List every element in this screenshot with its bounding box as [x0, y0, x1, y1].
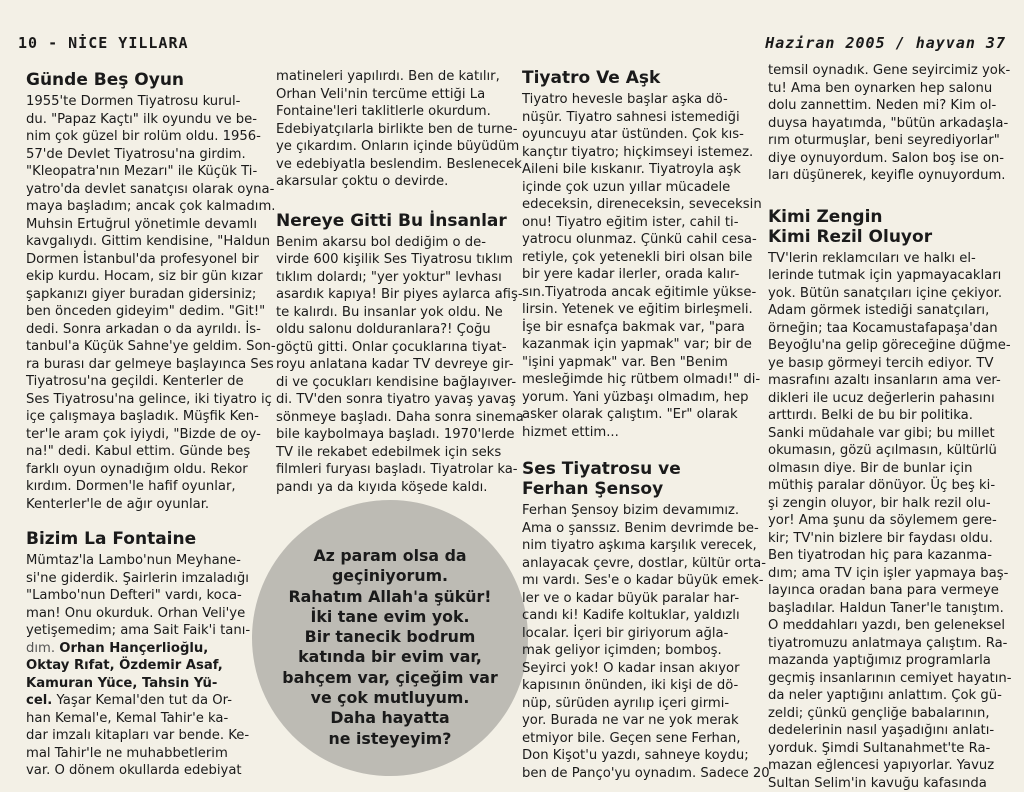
text-line: sın.Tiyatroda ancak eğitimle yükse-	[522, 284, 762, 302]
text-line: maya başladım; ancak çok kalmadım.	[26, 198, 260, 216]
text-line: te kalırdı. Bu insanlar yok oldu. Ne	[276, 304, 508, 322]
text-line: dedelerinin nasıl yaşadığını anlatı-	[768, 722, 1004, 740]
text-line: Aileni bile kıskanır. Tiyatroyla aşk	[522, 161, 762, 179]
pull-quote	[262, 546, 518, 749]
text-line: Seyirci yok! O kadar insan akıyor	[522, 660, 762, 678]
text-line: okumasın, gözü açılmasın, kültürlü	[768, 442, 1004, 460]
text-line: yatro'da devlet sanatçısı olarak oyna-	[26, 181, 260, 199]
text-line: kançtır tiyatro; hiçkimseyi istemez.	[522, 144, 762, 162]
text-line: matineleri yapılırdı. Ben de katılır,	[276, 68, 508, 86]
text-line: na!" dedi. Kabul ettim. Günde beş	[26, 443, 260, 461]
text-line: kapısının önünden, iki kişi de dö-	[522, 677, 762, 695]
text-line: lirsin. Yetenek ve eğitim birleşmeli.	[522, 301, 762, 319]
text-line: yorum. Yani yüzbaşı olmadım, hep	[522, 389, 762, 407]
text-line: ve çok mutluyum.	[262, 688, 518, 708]
text-line: han Kemal'e, Kemal Tahir'e ka-	[26, 710, 260, 728]
text-line: kırdım. Dormen'le hafif oyunlar,	[26, 478, 260, 496]
text-line: Kenterler'le de ağır oyunlar.	[26, 496, 260, 514]
text-line: Benim akarsu bol dediğim o de-	[276, 234, 508, 252]
text-line: si'ne giderdik. Şairlerin imzaladığı	[26, 570, 260, 588]
text-line: asardık kapıya! Bir piyes aylarca afiş-	[276, 286, 508, 304]
text-line: asker olarak çalıştım. "Er" olarak	[522, 406, 762, 424]
text-line: kavgalıydı. Gittim kendisine, "Haldun	[26, 233, 260, 251]
text-line: dım; ama TV için işler yapmaya baş-	[768, 565, 1004, 583]
text-line: da neler yaptığını anlattım. Çok gü-	[768, 687, 1004, 705]
text-line: mı vardı. Ses'e o kadar büyük emek-	[522, 572, 762, 590]
text-line: tanbul'a Küçük Sahne'ye geldim. Son-	[26, 338, 260, 356]
text-line: yor. Burada ne var ne yok merak	[522, 712, 762, 730]
section-heading: Bizim La Fontaine	[26, 529, 260, 549]
text-line: 57'de Devlet Tiyatrosu'na girdim.	[26, 146, 260, 164]
text-line: ra burası dar gelmeye başlayınca Ses	[26, 356, 260, 374]
text-line: filmleri furyası başladı. Tiyatrolar ka-	[276, 461, 508, 479]
text-line: ekip kurdu. Hocam, siz bir gün kızar	[26, 268, 260, 286]
paragraph	[26, 710, 260, 780]
text-line: lerinde tutmak için yapmayacakları	[768, 267, 1004, 285]
text-line: localar. İçeri bir giriyorum ağla-	[522, 625, 762, 643]
paragraph	[26, 93, 260, 513]
text-line: Adam görmek istediği sanatçıları,	[768, 302, 1004, 320]
text-line: müthiş paralar dönüyor. Üç beş ki-	[768, 477, 1004, 495]
text-line: oyuncuyu atar üstünden. Çok kıs-	[522, 126, 762, 144]
text-line: farklı oyun oynadığım oldu. Rekor	[26, 461, 260, 479]
text-line: diye oynuyordum. Salon boş ise on-	[768, 150, 1004, 168]
text-line: akarsular çoktu o devirde.	[276, 173, 508, 191]
text-line: yor! Ama şunu da söylemem gere-	[768, 512, 1004, 530]
text-line: edeceksin, direneceksin, seveceksin	[522, 196, 762, 214]
text-line: dım. Orhan Hançerlioğlu,	[26, 640, 260, 658]
section-heading: Kimi Zengin	[768, 207, 1004, 227]
text-line: Mümtaz'la Lambo'nun Meyhane-	[26, 552, 260, 570]
text-line: virde 600 kişilik Ses Tiyatrosu tıklım	[276, 251, 508, 269]
text-line: mak geliyor içimden; bomboş.	[522, 642, 762, 660]
text-line: TV'lerin reklamcıları ve halkı el-	[768, 250, 1004, 268]
paragraph	[522, 91, 762, 441]
text-line: 1955'te Dormen Tiyatrosu kurul-	[26, 93, 260, 111]
issue-date-header: Haziran 2005 / hayvan 37	[765, 34, 1006, 52]
text-line: onu! Tiyatro eğitim ister, cahil ti-	[522, 214, 762, 232]
text-line: geçmiş insanlarının cemiyet hayatın-	[768, 670, 1004, 688]
section-heading: Ses Tiyatrosu ve	[522, 459, 762, 479]
text-line: olmasın diye. Bir de bunlar için	[768, 460, 1004, 478]
text-line: geçiniyorum.	[262, 566, 518, 586]
text-line: yatrocu olunmaz. Çünkü cahil cesa-	[522, 231, 762, 249]
text-line: Sultan Selim'in kavuğu kafasında	[768, 775, 1004, 792]
text-line: ler ve o kadar büyük paralar har-	[522, 590, 762, 608]
text-line: "işini yapmak" var. Ben "Benim	[522, 354, 762, 372]
paragraph	[768, 62, 1004, 185]
text-line: İki tane evim yok.	[262, 607, 518, 627]
text-line: hizmet ettim...	[522, 424, 762, 442]
text-line: şapkanızı giyer buradan gidersiniz;	[26, 286, 260, 304]
text-line: Muhsin Ertuğrul yönetimle devamlı	[26, 216, 260, 234]
text-line: kazanmak için yapmak" var; bir de	[522, 336, 762, 354]
text-line: ye basıp görmeyi tercih ediyor. TV	[768, 355, 1004, 373]
text-line: ben de Panço'yu oynadım. Sadece 20	[522, 765, 762, 783]
text-line: Ama o şanssız. Benim devrimde be-	[522, 520, 762, 538]
text-line: mal Tahir'le ne muhabbetlerim	[26, 745, 260, 763]
text-line: Edebiyatçılarla birlikte ben de turne-	[276, 121, 508, 139]
text-line: yorduk. Şimdi Sultanahmet'te Ra-	[768, 740, 1004, 758]
text-line: O meddahları yazdı, ben geleneksel	[768, 617, 1004, 635]
section-heading: Günde Beş Oyun	[26, 70, 260, 90]
text-line: man! Onu okurduk. Orhan Veli'ye	[26, 605, 260, 623]
paragraph	[26, 552, 260, 640]
text-line: du. "Papaz Kaçtı" ilk oyundu ve be-	[26, 111, 260, 129]
text-line: var. O dönem okullarda edebiyat	[26, 762, 260, 780]
text-line: cel. Yaşar Kemal'den tut da Or-	[26, 692, 260, 710]
text-line: anlayacak çevre, dostlar, kültür orta-	[522, 555, 762, 573]
text-line: Az param olsa da	[262, 546, 518, 566]
text-line: Kamuran Yüce, Tahsin Yü-	[26, 675, 260, 693]
text-line: nüp, sürüden ayrılıp içeri girmi-	[522, 695, 762, 713]
text-line: Tiyatrosu'na geçildi. Kenterler de	[26, 373, 260, 391]
paragraph	[276, 234, 508, 497]
text-line: ter'le aram çok iyiydi, "Bizde de oy-	[26, 426, 260, 444]
text-line: ve edebiyatla beslendim. Beslenecek	[276, 156, 508, 174]
text-line: yok. Bütün sanatçıları içine çekiyor.	[768, 285, 1004, 303]
text-line: Daha hayatta	[262, 708, 518, 728]
text-line: TV ile rekabet edebilmek için seks	[276, 444, 508, 462]
text-line: pandı ya da kıyıda köşede kaldı.	[276, 479, 508, 497]
section-heading: Kimi Rezil Oluyor	[768, 227, 1004, 247]
text-line: tiyatromuzu anlatmaya çalıştım. Ra-	[768, 635, 1004, 653]
text-line: zeldi; çünkü gençliğe babalarının,	[768, 705, 1004, 723]
text-line: mazan eğlencesi yapıyorlar. Yavuz	[768, 757, 1004, 775]
text-line: dolu zannettim. Neden mi? Kim ol-	[768, 97, 1004, 115]
text-line: temsil oynadık. Gene seyircimiz yok-	[768, 62, 1004, 80]
text-line: oldu salonu dolduranlara?! Çoğu	[276, 321, 508, 339]
paragraph	[522, 502, 762, 782]
text-line: Fontaine'leri taklitlerle okurdum.	[276, 103, 508, 121]
text-line: tu! Ama ben oynarken hep salonu	[768, 80, 1004, 98]
text-line: Ses Tiyatrosu'na gelince, iki tiyatro iç	[26, 391, 260, 409]
text-line: duysa hayatımda, "bütün arkadaşla-	[768, 115, 1004, 133]
column-3	[522, 68, 762, 782]
page-number-header: 10 - NİCE YILLARA	[18, 34, 189, 52]
text-line: layınca oradan bana para vermeye	[768, 582, 1004, 600]
text-line: ben önceden gideyim" dedim. "Git!"	[26, 303, 260, 321]
text-line: bahçem var, çiçeğim var	[262, 668, 518, 688]
text-line: arttırdı. Belki de bu bir politika.	[768, 407, 1004, 425]
text-line: bir yere kadar ilerler, orada kalır-	[522, 266, 762, 284]
text-line: İşe bir esnafça bakmak var, "para	[522, 319, 762, 337]
text-line: göçtü gitti. Onlar çocuklarına tiyat-	[276, 339, 508, 357]
text-line: dikleri ile ucuz değerlerin pahasını	[768, 390, 1004, 408]
text-line: mazanda yaptığımız programlarla	[768, 652, 1004, 670]
column-2	[276, 68, 508, 496]
paragraph	[768, 250, 1004, 792]
text-line: Rahatım Allah'a şükür!	[262, 587, 518, 607]
text-line: rım oturmuşlar, beni seyrediyorlar"	[768, 132, 1004, 150]
text-line: nim tiyatro aşkıma karşılık verecek,	[522, 537, 762, 555]
text-line: ye çıkardım. Onların içinde büyüdüm	[276, 138, 508, 156]
text-line: şi zengin oluyor, bir halk rezil olu-	[768, 495, 1004, 513]
text-line: Don Kişot'u yazdı, sahneye koydu;	[522, 747, 762, 765]
text-line: nüşür. Tiyatro sahnesi istemediği	[522, 109, 762, 127]
section-heading: Nereye Gitti Bu İnsanlar	[276, 211, 508, 231]
text-line: nim çok güzel bir rolüm oldu. 1956-	[26, 128, 260, 146]
section-heading: Tiyatro Ve Aşk	[522, 68, 762, 88]
text-line: Oktay Rıfat, Özdemir Asaf,	[26, 657, 260, 675]
text-line: ları düşünerek, keyifle oynuyordum.	[768, 167, 1004, 185]
text-line: dedi. Sonra arkadan o da ayrıldı. İs-	[26, 321, 260, 339]
text-line: di. TV'den sonra tiyatro yavaş yavaş	[276, 391, 508, 409]
text-line: katında bir evim var,	[262, 647, 518, 667]
text-line: bile kaybolmaya başladı. 1970'lerde	[276, 426, 508, 444]
text-line: Ben tiyatrodan hiç para kazanma-	[768, 547, 1004, 565]
text-line: içinde çok uzun yıllar mücadele	[522, 179, 762, 197]
text-line: başladılar. Haldun Taner'le tanıştım.	[768, 600, 1004, 618]
text-line: di ve çocukları kendisine bağlayıver-	[276, 374, 508, 392]
section-heading: Ferhan Şensoy	[522, 479, 762, 499]
text-line: "Lambo'nun Defteri" vardı, koca-	[26, 587, 260, 605]
text-line: sönmeye başladı. Daha sonra sinema	[276, 409, 508, 427]
text-line: mesleğimde hiç rütbem olmadı!" di-	[522, 371, 762, 389]
column-4	[768, 62, 1004, 792]
text-line: Beyoğlu'na gelip göreceğine düğme-	[768, 337, 1004, 355]
text-line: Ferhan Şensoy bizim devamımız.	[522, 502, 762, 520]
text-line: Tiyatro hevesle başlar aşka dö-	[522, 91, 762, 109]
text-line: içe çalışmaya başladık. Müşfik Ken-	[26, 408, 260, 426]
text-line: kir; TV'nin bizlere bir faydası oldu.	[768, 530, 1004, 548]
text-line: royu anlatana kadar TV devreye gir-	[276, 356, 508, 374]
text-line: Dormen İstanbul'da profesyonel bir	[26, 251, 260, 269]
text-line: Bir tanecik bodrum	[262, 627, 518, 647]
text-line: retiyle, çok yetenekli biri olsan bile	[522, 249, 762, 267]
column-1	[26, 70, 260, 780]
text-line: yetişemedim; ama Sait Faik'i tanı-	[26, 622, 260, 640]
text-line: örneğin; taa Kocamustafapaşa'dan	[768, 320, 1004, 338]
text-line: candı ki! Kadife koltuklar, yaldızlı	[522, 607, 762, 625]
text-line: dar imzalı kitapları var bende. Ke-	[26, 727, 260, 745]
text-line: etmiyor bile. Geçen sene Ferhan,	[522, 730, 762, 748]
text-line: Sanki müdahale var gibi; bu millet	[768, 425, 1004, 443]
paragraph	[276, 68, 508, 191]
text-line: "Kleopatra'nın Mezarı" ile Küçük Ti-	[26, 163, 260, 181]
text-line: masrafını azaltı insanların ama ver-	[768, 372, 1004, 390]
text-line: Orhan Veli'nin tercüme ettiği La	[276, 86, 508, 104]
text-line: ne isteyeyim?	[262, 729, 518, 749]
text-line: tıklım dolardı; "yer yoktur" levhası	[276, 269, 508, 287]
